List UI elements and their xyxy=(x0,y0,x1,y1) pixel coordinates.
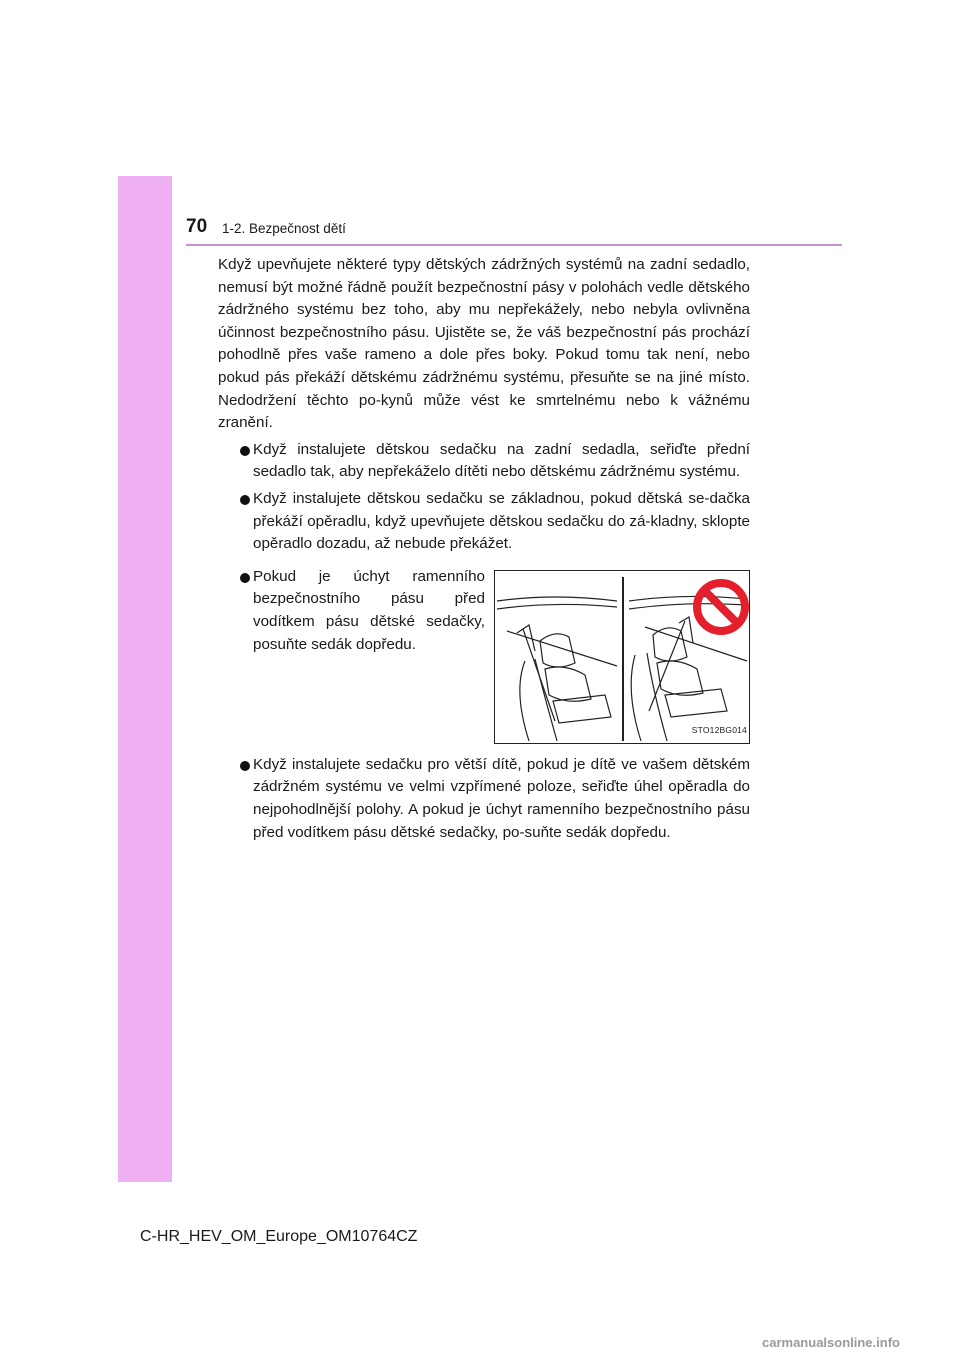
no-entry-icon xyxy=(697,583,745,631)
bullet-text: Pokud je úchyt ramenního bezpečnostního pásu před vodítkem pásu dětské sedačky, posuňte sedák dopředu. xyxy=(253,567,485,653)
list-item xyxy=(218,488,750,556)
bullet-with-figure xyxy=(218,566,750,744)
list-item xyxy=(218,566,485,656)
section-title: 1-2. Bezpečnost dětí xyxy=(222,221,346,236)
list-item xyxy=(218,754,750,844)
list-item xyxy=(218,439,750,484)
watermark-link[interactable]: carmanualsonline.info xyxy=(762,1335,900,1350)
intro-paragraph: Když upevňujete některé typy dětských zádržných systémů na zadní sedadlo, nemusí být možné řádně použít bezpečnostní pásy v polohách vedle dětského zádržného systému bez toho, aby mu nepřekážely, nebo nebyla ovlivněna účinnost bezpečnostního pásu. Ujistěte se, že váš bezpečnostní pás prochází pohodlně přes vaše rameno a dole přes boky. Pokud tomu tak není, nebo pokud pás překáží dětskému zádržnému systému, přesuňte se na jiné místo. Nedodržení těchto po-kynů může vést ke smrtelnému nebo k vážnému zranění. xyxy=(218,256,750,432)
bullet-icon xyxy=(240,573,250,583)
footer-doc-id: C-HR_HEV_OM_Europe_OM10764CZ xyxy=(140,1228,418,1245)
bullet-icon xyxy=(240,495,250,505)
seat-belt-drawing xyxy=(495,571,749,743)
bullet-icon xyxy=(240,761,250,771)
section-side-tab xyxy=(118,176,172,1182)
page-content xyxy=(218,254,750,844)
bullet-text: Když instalujete sedačku pro větší dítě, pokud je dítě ve vašem dětském zádržném systému ve velmi vzpřímené poloze, seřiďte úhel opěradla do nejpohodlnější polohy. A pokud je úchyt ramenního bezpečnostního pásu před vodítkem pásu dětské sedačky, po-suňte sedák dopředu. xyxy=(253,755,750,841)
bullet-icon xyxy=(240,446,250,456)
bullet-text: Když instalujete dětskou sedačku se základnou, pokud dětská se-dačka překáží opěradlu, když upevňujete dětskou sedačku do zá-kladny, sklopte opěradlo dozadu, až nebude překážet. xyxy=(253,489,750,553)
header-rule xyxy=(186,244,842,246)
bullet-text: Když instalujete dětskou sedačku na zadní sedadla, seřiďte přední sedadlo tak, aby nepřekáželo dítěti nebo dětskému zádržnému systému. xyxy=(253,440,750,481)
figure-code: STO12BG014 xyxy=(691,725,747,736)
seat-belt-illustration xyxy=(494,570,750,744)
page-number: 70 xyxy=(186,216,208,237)
